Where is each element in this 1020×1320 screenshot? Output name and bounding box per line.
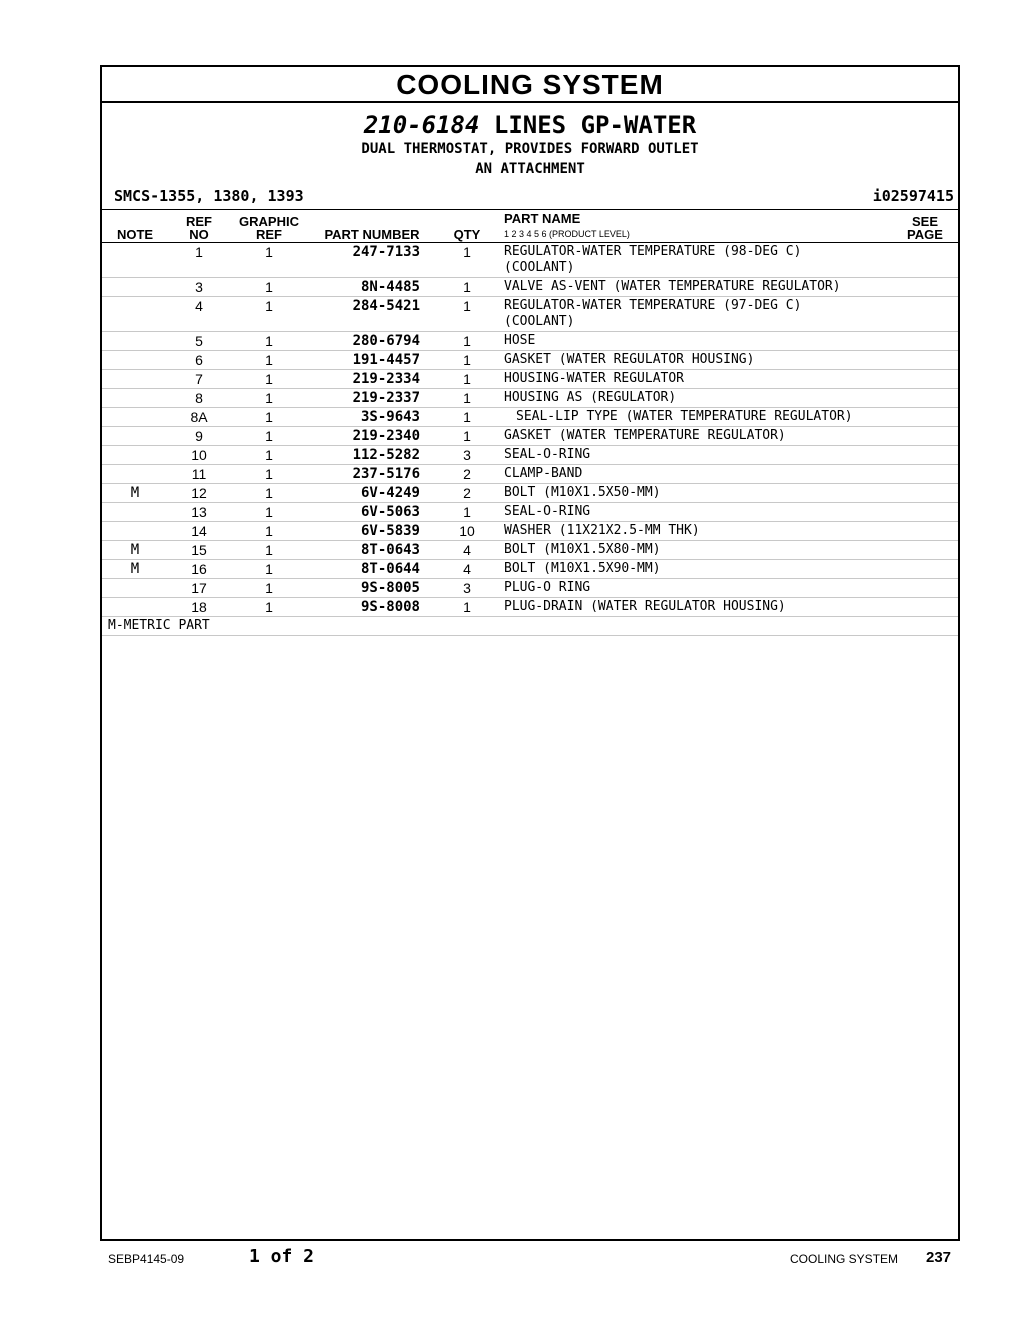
graphic-ref-cell: 1 [230, 427, 308, 446]
ref-no-cell: 8 [168, 389, 230, 408]
note-cell [102, 465, 168, 484]
see-page-cell [892, 446, 958, 465]
see-page-cell [892, 297, 958, 332]
part-number-cell: 280-6794 [308, 332, 436, 351]
part-number-cell: 237-5176 [308, 465, 436, 484]
part-number-cell: 9S-8005 [308, 579, 436, 598]
group-description-line-1: DUAL THERMOSTAT, PROVIDES FORWARD OUTLET [361, 141, 699, 157]
metric-note: M-METRIC PART [102, 617, 958, 636]
page-footer [0, 1244, 1020, 1274]
ref-no-cell: 10 [168, 446, 230, 465]
qty-cell: 1 [436, 389, 498, 408]
note-cell [102, 503, 168, 522]
part-name-cell: SEAL-O-RING [498, 446, 892, 465]
note-cell [102, 243, 168, 278]
ref-no-cell: 14 [168, 522, 230, 541]
part-name-cell: SEAL-O-RING [498, 503, 892, 522]
graphic-ref-cell: 1 [230, 503, 308, 522]
part-name-cell: BOLT (M10X1.5X50-MM) [498, 484, 892, 503]
col-part-name: PART NAME 1 2 3 4 5 6 (PRODUCT LEVEL) [498, 210, 892, 243]
parts-page-frame [100, 65, 960, 1241]
parts-table [102, 209, 958, 636]
qty-cell: 1 [436, 297, 498, 332]
part-number-cell: 247-7133 [308, 243, 436, 278]
table-row [102, 243, 958, 278]
ref-no-cell: 7 [168, 370, 230, 389]
group-name: LINES GP-WATER [493, 111, 697, 139]
page-of: 1 of 2 [249, 1246, 315, 1267]
table-row [102, 484, 958, 503]
see-page-cell [892, 560, 958, 579]
table-row [102, 465, 958, 484]
graphic-ref-cell: 1 [230, 560, 308, 579]
note-cell [102, 427, 168, 446]
part-name-cell: REGULATOR-WATER TEMPERATURE (97-DEG C) (COOLANT) [498, 297, 892, 332]
table-header-row [102, 210, 958, 243]
ref-no-cell: 9 [168, 427, 230, 446]
part-number-cell: 3S-9643 [308, 408, 436, 427]
ref-no-cell: 3 [168, 278, 230, 297]
table-row [102, 522, 958, 541]
ref-no-cell: 6 [168, 351, 230, 370]
see-page-cell [892, 465, 958, 484]
table-row [102, 503, 958, 522]
group-number: 210-6184 [363, 111, 480, 139]
page-number: 237 [926, 1249, 952, 1266]
graphic-ref-cell: 1 [230, 522, 308, 541]
graphic-ref-cell: 1 [230, 278, 308, 297]
table-row [102, 351, 958, 370]
smcs-row [102, 185, 958, 209]
qty-cell: 4 [436, 560, 498, 579]
qty-cell: 1 [436, 332, 498, 351]
table-row [102, 427, 958, 446]
ref-no-cell: 17 [168, 579, 230, 598]
see-page-cell [892, 503, 958, 522]
smcs-codes: SMCS-1355, 1380, 1393 [114, 187, 304, 205]
note-cell [102, 579, 168, 598]
qty-cell: 1 [436, 408, 498, 427]
see-page-cell [892, 579, 958, 598]
see-page-cell [892, 243, 958, 278]
part-number-cell: 284-5421 [308, 297, 436, 332]
qty-cell: 1 [436, 503, 498, 522]
graphic-ref-cell: 1 [230, 351, 308, 370]
col-part-number: PART NUMBER [308, 210, 436, 243]
table-row [102, 541, 958, 560]
qty-cell: 2 [436, 484, 498, 503]
part-name-cell: VALVE AS-VENT (WATER TEMPERATURE REGULATOR) [498, 278, 892, 297]
see-page-cell [892, 408, 958, 427]
col-note: NOTE [102, 210, 168, 243]
illustration-id: i02597415 [872, 187, 954, 205]
ref-no-cell: 16 [168, 560, 230, 579]
see-page-cell [892, 370, 958, 389]
ref-no-cell: 15 [168, 541, 230, 560]
part-name-cell: CLAMP-BAND [498, 465, 892, 484]
note-cell [102, 408, 168, 427]
qty-cell: 10 [436, 522, 498, 541]
col-graphic-ref: GRAPHIC REF [230, 210, 308, 243]
note-cell [102, 332, 168, 351]
table-row [102, 560, 958, 579]
graphic-ref-cell: 1 [230, 598, 308, 617]
part-number-cell: 6V-5063 [308, 503, 436, 522]
section-title: COOLING SYSTEM [102, 67, 958, 103]
part-number-cell: 219-2340 [308, 427, 436, 446]
part-number-cell: 219-2337 [308, 389, 436, 408]
qty-cell: 1 [436, 598, 498, 617]
see-page-cell [892, 351, 958, 370]
part-number-cell: 6V-5839 [308, 522, 436, 541]
table-row [102, 389, 958, 408]
see-page-cell [892, 278, 958, 297]
part-number-cell: 9S-8008 [308, 598, 436, 617]
part-number-cell: 8T-0644 [308, 560, 436, 579]
part-number-cell: 8N-4485 [308, 278, 436, 297]
part-name-cell: BOLT (M10X1.5X90-MM) [498, 560, 892, 579]
graphic-ref-cell: 1 [230, 332, 308, 351]
part-number-cell: 191-4457 [308, 351, 436, 370]
part-name-cell: REGULATOR-WATER TEMPERATURE (98-DEG C) (COOLANT) [498, 243, 892, 278]
graphic-ref-cell: 1 [230, 389, 308, 408]
col-qty: QTY [436, 210, 498, 243]
note-cell [102, 297, 168, 332]
ref-no-cell: 18 [168, 598, 230, 617]
see-page-cell [892, 541, 958, 560]
note-cell [102, 389, 168, 408]
graphic-ref-cell: 1 [230, 484, 308, 503]
group-header [102, 111, 958, 179]
note-cell [102, 598, 168, 617]
part-name-cell: WASHER (11X21X2.5-MM THK) [498, 522, 892, 541]
qty-cell: 2 [436, 465, 498, 484]
table-row [102, 579, 958, 598]
ref-no-cell: 1 [168, 243, 230, 278]
qty-cell: 4 [436, 541, 498, 560]
note-cell: M [102, 484, 168, 503]
part-number-cell: 6V-4249 [308, 484, 436, 503]
qty-cell: 1 [436, 370, 498, 389]
col-ref-no: REF NO [168, 210, 230, 243]
see-page-cell [892, 427, 958, 446]
ref-no-cell: 5 [168, 332, 230, 351]
part-name-cell: HOUSING-WATER REGULATOR [498, 370, 892, 389]
note-cell: M [102, 541, 168, 560]
ref-no-cell: 12 [168, 484, 230, 503]
qty-cell: 3 [436, 446, 498, 465]
part-number-cell: 8T-0643 [308, 541, 436, 560]
part-name-cell: PLUG-DRAIN (WATER REGULATOR HOUSING) [498, 598, 892, 617]
see-page-cell [892, 389, 958, 408]
part-number-cell: 219-2334 [308, 370, 436, 389]
note-cell [102, 370, 168, 389]
group-description-line-2: AN ATTACHMENT [475, 161, 585, 177]
qty-cell: 3 [436, 579, 498, 598]
part-name-cell: SEAL-LIP TYPE (WATER TEMPERATURE REGULATOR) [498, 408, 892, 427]
col-see-page: SEE PAGE [892, 210, 958, 243]
qty-cell: 1 [436, 351, 498, 370]
graphic-ref-cell: 1 [230, 243, 308, 278]
note-cell: M [102, 560, 168, 579]
qty-cell: 1 [436, 243, 498, 278]
footer-section-name: COOLING SYSTEM [790, 1252, 899, 1266]
table-row [102, 278, 958, 297]
table-row [102, 408, 958, 427]
see-page-cell [892, 598, 958, 617]
note-cell [102, 278, 168, 297]
table-row [102, 297, 958, 332]
graphic-ref-cell: 1 [230, 297, 308, 332]
table-row [102, 446, 958, 465]
parts-table-body [102, 243, 958, 617]
document-code: SEBP4145-09 [108, 1252, 185, 1266]
ref-no-cell: 8A [168, 408, 230, 427]
graphic-ref-cell: 1 [230, 541, 308, 560]
metric-note-row [102, 617, 958, 636]
ref-no-cell: 11 [168, 465, 230, 484]
see-page-cell [892, 522, 958, 541]
part-name-cell: BOLT (M10X1.5X80-MM) [498, 541, 892, 560]
table-row [102, 332, 958, 351]
ref-no-cell: 4 [168, 297, 230, 332]
product-level-legend: 1 2 3 4 5 6 (PRODUCT LEVEL) [504, 229, 630, 239]
qty-cell: 1 [436, 427, 498, 446]
part-name-cell: HOUSING AS (REGULATOR) [498, 389, 892, 408]
see-page-cell [892, 484, 958, 503]
note-cell [102, 446, 168, 465]
part-name-cell: GASKET (WATER REGULATOR HOUSING) [498, 351, 892, 370]
part-name-cell: HOSE [498, 332, 892, 351]
table-row [102, 598, 958, 617]
note-cell [102, 522, 168, 541]
graphic-ref-cell: 1 [230, 465, 308, 484]
graphic-ref-cell: 1 [230, 579, 308, 598]
part-number-cell: 112-5282 [308, 446, 436, 465]
table-row [102, 370, 958, 389]
graphic-ref-cell: 1 [230, 446, 308, 465]
qty-cell: 1 [436, 278, 498, 297]
note-cell [102, 351, 168, 370]
group-title [102, 111, 958, 139]
see-page-cell [892, 332, 958, 351]
graphic-ref-cell: 1 [230, 370, 308, 389]
graphic-ref-cell: 1 [230, 408, 308, 427]
part-name-cell: PLUG-O RING [498, 579, 892, 598]
part-name-cell: GASKET (WATER TEMPERATURE REGULATOR) [498, 427, 892, 446]
ref-no-cell: 13 [168, 503, 230, 522]
